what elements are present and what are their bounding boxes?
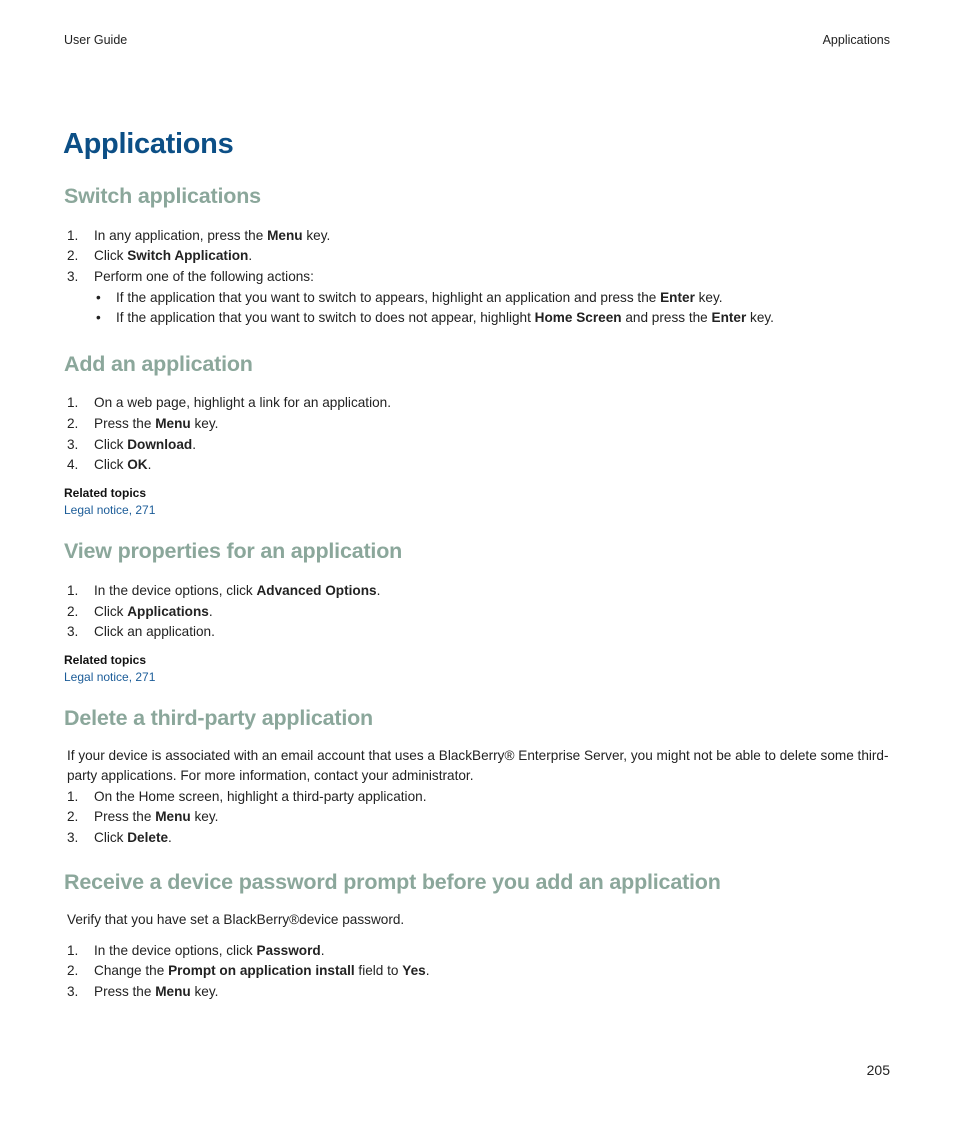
intro-paragraph-line: party applications. For more information, contact your administrator. (67, 768, 474, 783)
section-title-add-application: Add an application (64, 352, 253, 376)
running-header-left: User Guide (64, 33, 128, 47)
running-header-right: Applications (822, 33, 890, 47)
page-title: Applications (63, 128, 234, 160)
section-title-password-prompt: Receive a device password prompt before you add an application (64, 870, 721, 894)
related-topics-heading: Related topics (64, 486, 147, 500)
section-title-delete-application: Delete a third-party application (64, 706, 373, 730)
bullet-icon: • (96, 310, 101, 325)
related-topic-link[interactable]: Legal notice, 271 (64, 670, 156, 684)
bullet-icon: • (96, 290, 101, 305)
page-number: 205 (866, 1062, 890, 1078)
section-title-switch-applications: Switch applications (64, 184, 261, 208)
section-title-view-properties: View properties for an application (64, 539, 403, 563)
intro-paragraph-line: If your device is associated with an email account that uses a BlackBerry® Enterprise Server, you might not be able to delete some third- (67, 748, 889, 763)
related-topics-heading: Related topics (64, 653, 147, 667)
intro-paragraph: Verify that you have set a BlackBerry®device password. (67, 912, 405, 927)
related-topic-link[interactable]: Legal notice, 271 (64, 503, 156, 517)
